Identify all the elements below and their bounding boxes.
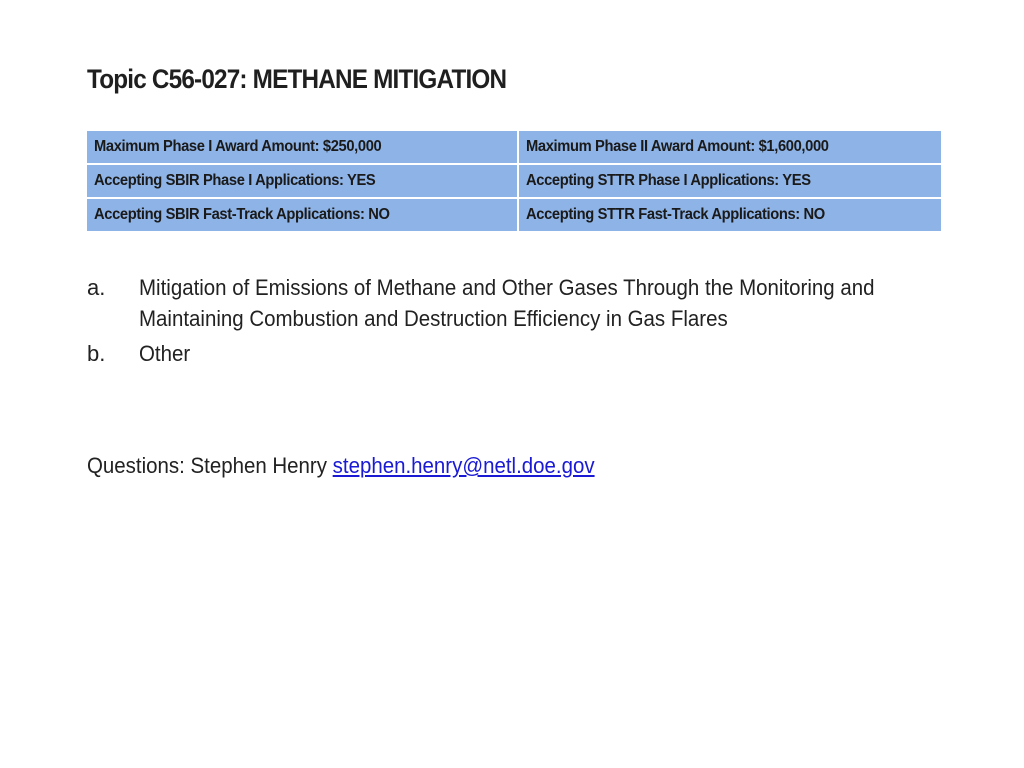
table-cell: Accepting STTR Fast-Track Applications: NO (518, 198, 942, 232)
list-marker: b. (87, 341, 106, 366)
subtopic-list (87, 272, 947, 373)
list-item (87, 272, 947, 334)
table-cell: Maximum Phase I Award Amount: $250,000 (86, 130, 518, 164)
award-info-table (85, 129, 943, 233)
list-marker: a. (87, 275, 106, 300)
table-cell: Accepting SBIR Phase I Applications: YES (86, 164, 518, 198)
contact-email-link[interactable]: stephen.henry@netl.doe.gov (332, 453, 595, 478)
table-row (86, 130, 942, 164)
list-item (87, 338, 947, 369)
page-title: Topic C56-027: METHANE MITIGATION (87, 64, 507, 94)
table-cell: Maximum Phase II Award Amount: $1,600,000 (518, 130, 942, 164)
contact-prefix: Questions: Stephen Henry (87, 453, 333, 478)
table-cell: Accepting SBIR Fast-Track Applications: NO (86, 198, 518, 232)
list-item-text: Mitigation of Emissions of Methane and Other Gases Through the Monitoring and Maintaining Combustion and Destruction Efficiency in Gas Flares (139, 275, 875, 331)
list-item-text: Other (139, 341, 191, 366)
table-row (86, 198, 942, 232)
table-row (86, 164, 942, 198)
contact-line (87, 450, 595, 481)
table-cell: Accepting STTR Phase I Applications: YES (518, 164, 942, 198)
